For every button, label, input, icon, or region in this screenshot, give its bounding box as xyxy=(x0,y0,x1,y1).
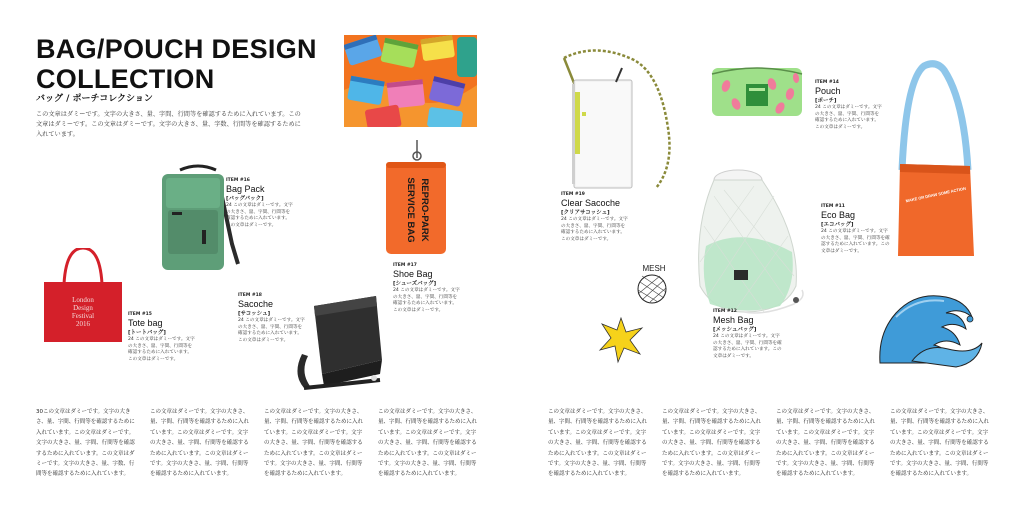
item-description: 24 この文章はダミーです。文字 の大きさ、量、字間、行間等を確 認するために入れています。この 文章はダミーです。 xyxy=(713,334,782,359)
body-column-4: この文章はダミーです。文字の大きさ、量、字間、行間等を確認するために入れています。この文章はダミーです。文字の大きさ、量、字間、行間等を確認するために入れています。この文章はダミーです。文字の大きさ、量、字間、行間等を確認するために入れています。 xyxy=(378,409,478,478)
item-label: ITEM #15 xyxy=(128,312,152,317)
body-column-8: この文章はダミーです。文字の大きさ、量、字間、行間等を確認するために入れています。この文章はダミーです。文字の大きさ、量、字間、行間等を確認するために入れています。この文章はダミーです。文字の大きさ、量、字間、行間等を確認するために入れています。 xyxy=(890,409,990,478)
pouch-image xyxy=(710,62,806,118)
item-clear-sacoche xyxy=(561,192,641,243)
wave-doodle xyxy=(876,283,986,369)
tote-bag-image xyxy=(40,248,126,344)
item-label: ITEM #18 xyxy=(238,293,262,298)
tote-print-line-4: 2016 xyxy=(76,320,90,328)
item-description: 24 この文章はダミーです。文字 の大きさ、量、字間、行間等を確 認するために入れています。この 文章はダミーです。 xyxy=(821,229,890,254)
shoe-bag-print-2: SERVICE BAG xyxy=(405,177,416,243)
item-jp-name: [メッシュバッグ] xyxy=(713,327,757,333)
item-name: Eco Bag xyxy=(821,210,856,220)
body-column-3: この文章はダミーです。文字の大きさ、量、字間、行間等を確認するために入れています。この文章はダミーです。文字の大きさ、量、字間、行間等を確認するために入れています。この文章はダミーです。文字の大きさ、量、字間、行間等を確認するために入れています。 xyxy=(264,409,364,478)
tote-print-line-2: Design xyxy=(73,304,93,312)
mesh-ball-doodle xyxy=(632,262,678,308)
item-name: Pouch xyxy=(815,86,841,96)
item-jp-name: [サコッシュ] xyxy=(238,311,271,317)
body-column-2: この文章はダミーです。文字の大きさ、量、字間、行間等を確認するために入れています。この文章はダミーです。文字の大きさ、量、字間、行間等を確認するために入れています。この文章はダミーです。文字の大きさ、量、字間、行間等を確認するために入れています。 xyxy=(150,409,250,478)
body-column-5: この文章はダミーです。文字の大きさ、量、字間、行間等を確認するために入れています。この文章はダミーです。文字の大きさ、量、字間、行間等を確認するために入れています。この文章はダミーです。文字の大きさ、量、字間、行間等を確認するために入れています。 xyxy=(548,409,648,478)
item-bag-pack xyxy=(226,178,306,229)
item-jp-name: [エコバッグ] xyxy=(821,222,854,228)
intro-text: この文章はダミーです。文字の大きさ、量、字間、行間等を確認するために入れています。この文章はダミーです。この文章はダミーです。文字の大きさ、量、字数、行間等を確認するために入れています。 xyxy=(36,111,301,138)
page-subtitle: バッグ / ポーチコレクション xyxy=(36,94,153,104)
tote-print-line-1: London xyxy=(72,296,94,304)
item-name: Bag Pack xyxy=(226,184,265,194)
item-description: 24 この文章はダミーです。文字 の大きさ、量、字間、行間等を 確認するために入れています。 この文章はダミーです。 xyxy=(561,217,628,242)
pouches-illustration xyxy=(344,35,477,127)
sacoche-image xyxy=(284,294,384,392)
body-column-7: この文章はダミーです。文字の大きさ、量、字間、行間等を確認するために入れています。この文章はダミーです。文字の大きさ、量、字間、行間等を確認するために入れています。この文章はダミーです。文字の大きさ、量、字間、行間等を確認するために入れています。 xyxy=(776,409,876,478)
mesh-bag-image xyxy=(684,166,808,316)
item-name: Shoe Bag xyxy=(393,269,433,279)
item-name: Clear Sacoche xyxy=(561,198,621,208)
item-label: ITEM #16 xyxy=(226,178,250,183)
eco-bag-print: MAKE OR DRAW SOME ACTION xyxy=(905,185,967,204)
item-description: 24 この文章はダミーです。文字 の大きさ、量、字間、行間等を 確認するために入れています。 この文章はダミーです。 xyxy=(226,203,293,228)
item-name: Tote bag xyxy=(128,318,163,328)
item-mesh-bag xyxy=(713,309,793,360)
eco-bag-image xyxy=(892,60,976,260)
item-description: 24 この文章はダミーです。文字 の大きさ、量、字間、行間等を 確認するために入れています。 この文章はダミーです。 xyxy=(815,105,882,130)
item-label: ITEM #19 xyxy=(561,192,585,197)
item-pouch xyxy=(815,80,895,131)
item-jp-name: [ポーチ] xyxy=(815,98,837,104)
item-jp-name: [クリアサコッシュ] xyxy=(561,210,610,216)
item-label: ITEM #17 xyxy=(393,263,417,268)
item-description: 24 この文章はダミーです。文字 の大きさ、量、字間、行間等を 確認するために入れています。 この文章はダミーです。 xyxy=(128,337,195,362)
body-column-6: この文章はダミーです。文字の大きさ、量、字間、行間等を確認するために入れています。この文章はダミーです。文字の大きさ、量、字間、行間等を確認するために入れています。この文章はダミーです。文字の大きさ、量、字間、行間等を確認するために入れています。 xyxy=(662,409,762,478)
item-jp-name: [バッグパック] xyxy=(226,196,264,202)
mesh-doodle-text: MESH xyxy=(642,264,666,273)
shoe-bag-image xyxy=(382,140,452,258)
item-description: 24 この文章はダミーです。文字 の大きさ、量、字間、行間等を 確認するために入れています。 この文章はダミーです。 xyxy=(393,288,460,313)
item-label: ITEM #11 xyxy=(821,204,845,209)
page-title: BAG/POUCH DESIGN COLLECTION xyxy=(36,34,317,94)
body-column-1: 30この文章はダミーです。文字の大きさ、量、字間、行間等を確認するために入れています。この文章はダミーです。文字の大きさ、量、字間、行間等を確認するために入れています。この文章はダミーです。文字の大きさ、量、字数、行間等を確認するために入れています。 xyxy=(36,409,135,478)
item-name: Sacoche xyxy=(238,299,274,309)
clear-sacoche-image xyxy=(556,48,680,194)
shoe-bag-print-1: REPRO-PARK xyxy=(419,178,430,242)
item-jp-name: [トートバッグ] xyxy=(128,330,166,336)
item-description: 24 この文章はダミーです。文字 の大きさ、量、字間、行間等を 確認するために入れています。 この文章はダミーです。 xyxy=(238,318,305,343)
star-doodle xyxy=(598,316,644,364)
tote-print-line-3: Festival xyxy=(71,312,95,320)
item-label: ITEM #14 xyxy=(815,80,839,85)
item-eco-bag xyxy=(821,204,901,255)
item-tote-bag xyxy=(128,312,208,363)
item-shoe-bag xyxy=(393,263,473,314)
item-name: Mesh Bag xyxy=(713,315,754,325)
item-jp-name: [シューズバッグ] xyxy=(393,281,437,287)
item-label: ITEM #12 xyxy=(713,309,737,314)
